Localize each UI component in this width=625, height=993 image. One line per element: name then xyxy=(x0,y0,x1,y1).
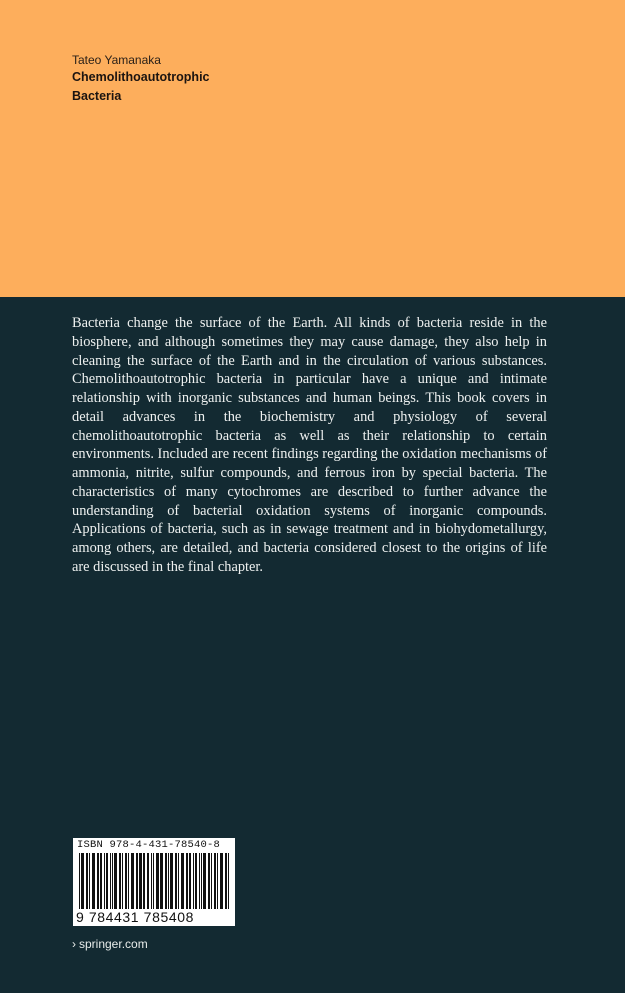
barcode-bar xyxy=(114,853,117,909)
book-title-line-1: Chemolithoautotrophic xyxy=(72,70,210,84)
barcode-bar xyxy=(208,853,210,909)
barcode-bar xyxy=(79,853,80,909)
barcode-bar xyxy=(86,853,88,909)
barcode-bar xyxy=(201,853,202,909)
barcode-bar xyxy=(178,853,179,909)
barcode-bar xyxy=(131,853,134,909)
barcode-bar xyxy=(81,853,84,909)
barcode-bar xyxy=(92,853,95,909)
barcode-bar xyxy=(214,853,216,909)
barcode-bar xyxy=(119,853,121,909)
barcode-bar xyxy=(181,853,184,909)
barcode-digits: 9 784431 785408 xyxy=(76,909,194,925)
barcode-bar xyxy=(147,853,149,909)
author-name: Tateo Yamanaka xyxy=(72,53,161,67)
isbn-label: ISBN 978-4-431-78540-8 xyxy=(77,839,221,851)
barcode-bar xyxy=(211,853,212,909)
barcode-bar xyxy=(104,853,105,909)
barcode-bar xyxy=(156,853,159,909)
barcode-bar xyxy=(153,853,154,909)
barcode-bar xyxy=(112,853,113,909)
barcode-bar xyxy=(189,853,191,909)
barcode-bar xyxy=(170,853,173,909)
barcode-bar xyxy=(106,853,108,909)
barcode-bar xyxy=(203,853,206,909)
barcode-bar xyxy=(136,853,138,909)
barcode-bar xyxy=(122,853,123,909)
barcode-bar xyxy=(151,853,152,909)
barcode-bar xyxy=(110,853,111,909)
barcode-bar xyxy=(165,853,167,909)
barcode-bar xyxy=(193,853,194,909)
barcode-bar xyxy=(217,853,218,909)
barcode-bar xyxy=(97,853,99,909)
barcode-bar xyxy=(186,853,188,909)
chevron-right-icon: › xyxy=(72,937,76,951)
barcode-bar xyxy=(228,853,229,909)
barcode-bar xyxy=(225,853,227,909)
book-title-line-2: Bacteria xyxy=(72,89,122,103)
barcode-bar xyxy=(160,853,163,909)
book-description: Bacteria change the surface of the Earth. All kinds of bacteria reside in the biosphere, and although sometimes they may cause damage, they also help in cleaning the surface of the Earth and in the circulation of various substances. Chemolithoautotrophic bacteria in particular have a unique and intimate relationship with inorganic substances and human beings. This book covers in detail advances in the biochemistry and physiology of several chemolithoautotrophic bacteria as well as their relationship to certain environments. Included are recent findings regarding the oxidation mechanisms of ammonia, nitrite, sulfur compounds, and ferrous iron by special bacteria. The characteristics of many cytochromes are described to further advance the understanding of bacterial oxidation systems of inorganic compounds. Applications of bacteria, such as in sewage treatment and in biohydometallurgy, among others, are detailed, and bacteria considered closest to the origins of life are discussed in the final chapter. xyxy=(72,315,547,575)
barcode-bar xyxy=(100,853,102,909)
website-label: springer.com xyxy=(79,937,148,951)
barcode-panel xyxy=(73,838,235,926)
barcode-bar xyxy=(139,853,142,909)
barcode-bar xyxy=(168,853,169,909)
barcode-bar xyxy=(128,853,129,909)
publisher-website[interactable] xyxy=(72,937,148,951)
barcode-bar xyxy=(175,853,177,909)
barcode-bar xyxy=(220,853,223,909)
barcode-bar xyxy=(143,853,145,909)
barcode-bar xyxy=(195,853,197,909)
cover-top-band xyxy=(0,0,625,297)
barcode-bar xyxy=(89,853,90,909)
barcode-bars xyxy=(79,853,229,909)
barcode-bar xyxy=(199,853,200,909)
barcode-bar xyxy=(125,853,127,909)
